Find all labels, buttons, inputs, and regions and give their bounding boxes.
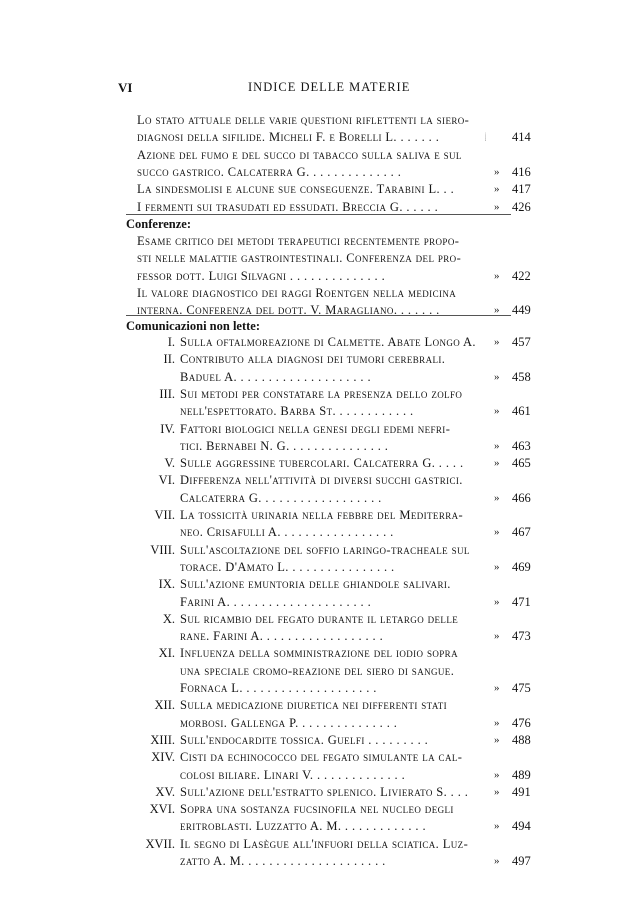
page-marker: » [494,768,500,781]
page-marker: » [494,304,500,317]
page-marker: » [494,785,500,798]
toc-entry-line: Sull'endocardite tossica. Guelfi . . . . . . . . . [180,732,429,747]
page-prefix: Pag. [485,130,486,145]
page-marker: » [494,491,500,504]
toc-entry-line: torace. D'Amato L. . . . . . . . . . . . . . . . [180,559,395,574]
toc-entry-line: La tossicità urinaria nella febbre del Mediterra- [180,508,464,522]
page-number: 426 [512,199,531,214]
page-number: 469 [512,559,531,574]
page-number: 465 [512,456,531,471]
toc-entry-number: XIII. [150,732,175,747]
toc-entry-line: Baduel A. . . . . . . . . . . . . . . . . . . . [180,369,371,384]
page-marker: » [494,560,500,573]
toc-entry-number: XVII. [145,836,175,851]
toc-entry-line: Calcaterra G. . . . . . . . . . . . . . . . . . [180,490,382,505]
page-number: 414 [512,130,531,145]
toc-entry-number: XII. [154,698,175,713]
page-marker: » [494,630,500,643]
page-marker: » [494,336,500,348]
page-marker: » [494,439,500,452]
toc-entry-line: Fattori biologici nella genesi degli edemi nefri- [180,421,451,436]
running-header [118,80,518,96]
page-number: 416 [512,164,531,179]
page-marker: » [494,595,500,608]
toc-entry-number: VII. [154,508,175,522]
page-number: 473 [512,629,531,644]
toc-entry-number: X. [162,611,175,626]
toc-entry-line: Influenza della somministrazione del iodio sopra [180,646,458,661]
page-number: 458 [512,369,531,384]
section-title-conferenze: Conferenze: [126,217,192,231]
page-marker: » [494,183,500,196]
toc-entry-line: nell'espettorato. Barba St. . . . . . . . . . . . [180,404,414,419]
page-number: 466 [512,490,531,505]
page-number: 475 [512,681,531,695]
page-marker: » [494,165,500,178]
page-marker: » [494,820,500,833]
toc-entry-number: I. [167,335,175,349]
toc-entry-line: Farini A. . . . . . . . . . . . . . . . . . . . . [180,594,372,609]
page-marker: » [494,526,500,539]
page-marker: » [494,457,500,470]
toc-entry-line: sti nelle malattie gastrointestinali. Conferenza del pro- [137,251,462,266]
toc-entry-line: Sull'azione dell'estratto splenico. Livierato S. . . . [180,784,469,799]
page-marker: » [494,200,500,213]
toc-entry-number: V. [164,456,175,471]
toc-entry-line: succo gastrico. Calcaterra G. . . . . . . . . . . . . . [137,164,402,179]
toc-entry-line: neo. Crisafulli A. . . . . . . . . . . . . . . . . [180,525,394,540]
toc-entry-line: interna. Conferenza del dott. V. Maragliano. . . . . . . [137,303,440,318]
toc-entry-number: XI. [158,646,175,661]
page-marker: » [494,733,500,746]
page-number: 491 [512,784,531,799]
page-marker: » [494,370,500,383]
toc-entry-line: una speciale cromo-reazione del siero di sangue. [180,663,455,678]
page-folio: VI [118,80,133,95]
page-number: 457 [512,335,531,349]
page-number: 489 [512,767,531,782]
toc-entry-line: diagnosi della sifilide. Micheli F. e Borelli L. . . . . . . [137,130,440,145]
toc-entry-number: XIV. [151,750,175,765]
toc-entry-line: zatto A. M. . . . . . . . . . . . . . . . . . . . . [180,854,386,868]
toc-entry-line: Sopra una sostanza fucsinofila nel nucleo degli [180,802,454,817]
toc-entry-line: Sulla oftalmoreazione di Calmette. Abate Longo A. [180,335,476,349]
toc-entry-line: I fermenti sui trasudati ed essudati. Breccia G. . . . . . [137,199,439,214]
toc-entry-line: Cisti da echinococco del fegato simulante la cal- [180,750,463,765]
toc-entry-number: XVI. [149,802,175,817]
page-marker: » [494,716,500,729]
toc-entry-line: Sul ricambio del fegato durante il letargo delle [180,611,459,626]
page-number: 417 [512,182,531,197]
toc-entry-line: colosi biliare. Linari V. . . . . . . . . . . . . . [180,767,406,782]
page-number: 449 [512,303,531,318]
page-number: 497 [512,854,531,868]
toc-entry-line: Sull'ascoltazione del soffio laringo-tracheale sul [180,542,470,557]
running-title: INDICE DELLE MATERIE [248,80,411,94]
section-divider [126,315,511,316]
toc-entry-number: III. [159,386,175,401]
page-number: 476 [512,715,531,730]
page-number: 422 [512,268,531,283]
toc-entry-line: morbosi. Gallenga P. . . . . . . . . . . . . . . [180,715,398,730]
toc-entry-line: Esame critico dei metodi terapeutici recentemente propo- [137,234,460,248]
toc-entry-line: Contributo alla diagnosi dei tumori cerebrali. [180,352,446,367]
toc-entry-number: XV. [155,784,175,799]
toc-entry-line: Differenza nell'attività di diversi succhi gastrici. [180,473,463,488]
section-title-comunicazioni: Comunicazioni non lette: [126,319,261,333]
toc-entry-number: VIII. [150,542,175,557]
toc-entry-line: Sulle aggressine tubercolari. Calcaterra G. . . . . [180,456,464,471]
page-number: 467 [512,525,531,540]
toc-entry-line: tici. Bernabei N. G. . . . . . . . . . . . . . . [180,438,389,453]
page-marker: » [494,682,500,694]
page-marker: » [494,405,500,418]
toc-entry-line: Azione del fumo e del succo di tabacco sulla saliva e sul [137,147,462,162]
toc-entry-line: Sulla medicazione diuretica nei differenti stati [180,698,448,713]
page-number: 471 [512,594,531,609]
toc-entry-number: IX. [158,577,175,592]
toc-entry-line: Lo stato attuale delle varie questioni riflettenti la siero- [137,113,470,127]
toc-entry-line: Il valore diagnostico dei raggi Roentgen nella medicina [137,285,457,300]
page-number: 461 [512,404,531,419]
page-marker: » [494,855,500,867]
toc-entry-line: Fornaca L. . . . . . . . . . . . . . . . . . . . [180,681,377,695]
toc-entry-line: Sull'azione emuntoria delle ghiandole salivari. [180,577,451,592]
page-number: 494 [512,819,531,834]
toc-entry-line: fessor dott. Luigi Silvagni . . . . . . . . . . . . . . [137,268,386,283]
page-number: 488 [512,732,531,747]
toc-entry-line: rane. Farini A. . . . . . . . . . . . . . . . . . [180,629,384,644]
toc-entry-number: II. [163,352,175,367]
page-number: 463 [512,438,531,453]
page-marker: » [494,269,500,282]
toc-entry-line: Il segno di Lasègue all'infuori della sciatica. Luz- [180,836,469,851]
toc-entry-line: eritroblasti. Luzzatto A. M. . . . . . . . . . . . . [180,819,426,834]
toc-entry-line: Sui metodi per constatare la presenza dello zolfo [180,386,463,401]
toc-entry-number: VI. [158,473,175,488]
toc-entry-line: La sindesmolisi e alcune sue conseguenze. Tarabini L. . . [137,182,455,197]
section-divider [126,214,511,215]
toc-entry-number: IV. [160,421,175,436]
